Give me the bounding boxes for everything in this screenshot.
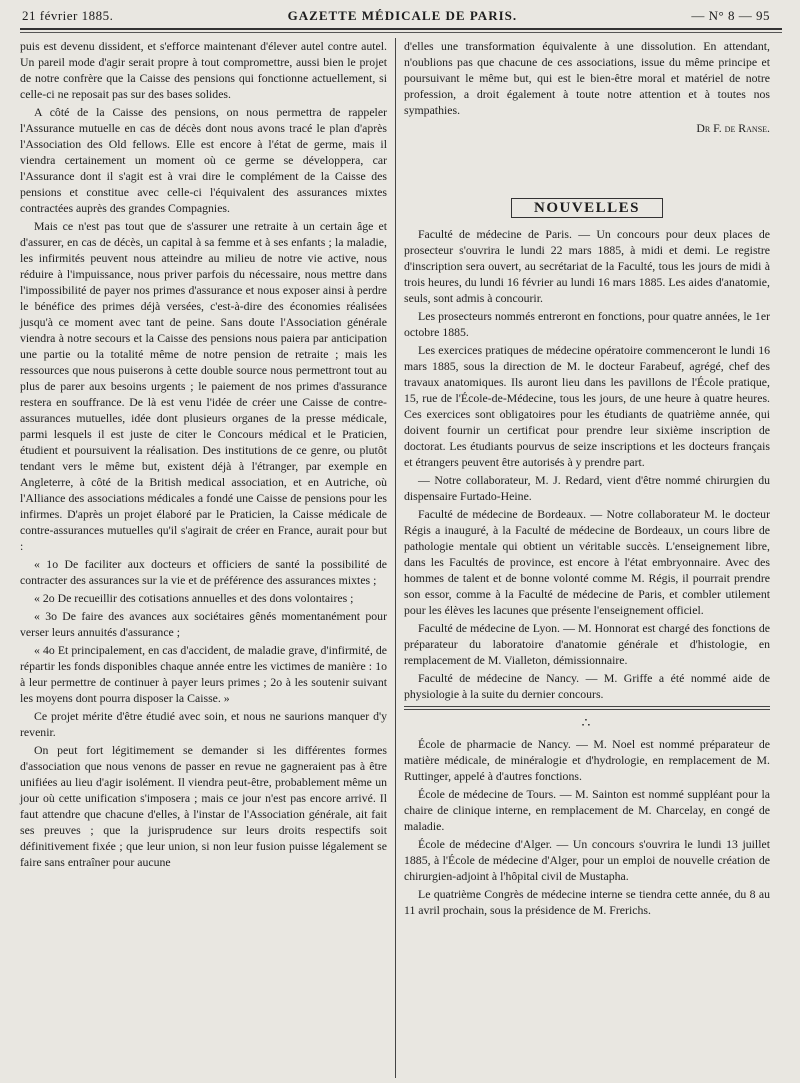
news-item: Les prosecteurs nommés entreront en fonctions, pour quatre années, le 1er octobre 1885. <box>404 309 770 339</box>
right-column <box>395 38 770 1078</box>
header-rule <box>20 28 782 33</box>
news-item: Le quatrième Congrès de médecine interne se tiendra cette année, du 8 au 11 avril prochain, sous la présidence de M. Frerichs. <box>404 887 770 917</box>
paragraph: « 2o De recueillir des cotisations annuelles et des dons volontaires ; <box>34 591 354 605</box>
section-divider <box>404 706 770 710</box>
page-header <box>22 8 770 24</box>
header-page-number: — N° 8 — 95 <box>691 8 770 23</box>
paragraph: « 3o De faire des avances aux sociétaires gênés momentanément pour verser leurs annuités d'assurance ; <box>20 609 387 639</box>
news-item: École de médecine de Tours. — M. Sainton est nommé suppléant pour la chaire de clinique interne, en remplacement de M. Charcelay, en congé de maladie. <box>404 787 770 833</box>
news-item: Faculté de médecine de Nancy. — M. Griffe a été nommé aide de physiologie à la suite du dernier concours. <box>404 671 770 701</box>
news-item: Faculté de médecine de Paris. — Un concours pour deux places de prosecteur s'ouvrira le lundi 22 mars 1885, à midi et demi. Le registre d'inscription sera ouvert, au secrétariat de la Faculté, tous les jours de midi à trois heures, du lundi 16 février au lundi 16 mars 1885. Les aides d'anatomie, seuls, sont admis à concourir. <box>404 227 770 305</box>
dots-ornament: ∴ <box>581 716 593 731</box>
paragraph: A côté de la Caisse des pensions, on nous permettra de rappeler l'Assurance mutuelle en cas de décès dont nous avons tracé le plan d'après l'Association des Old fellows. Elle est encore à l'état de germe, mais il viendra certainement un moment où ce germe se développera, car l'Assurance dont il s'agit est à vrai dire le complément de la Caisse des pensions et constitue avec celle-ci l'équivalent des assurances mixtes contractées auprès des grandes Compagnies. <box>20 105 387 215</box>
paragraph: On peut fort légitimement se demander si les différentes formes d'association que nous venons de passer en revue ne gagneraient pas à être unifiées au lieu d'agir isolément. Il viendra peut-être, probablement même un jour où cette unification s'imposera ; mais ce jour n'est pas encore arrivé. Il faut attendre que chacune d'elles, à l'instar de l'Association générale, ait fait ses preuves ; que la jurisprudence sur leurs droits respectifs soit définitivement fixée ; que leur union, si non leur fusion puisse légalement se faire sans entraîner pour aucune <box>20 743 387 869</box>
paragraph: « 4o Et principalement, en cas d'accident, de maladie grave, d'infirmité, de répartir les fonds disponibles chaque année entre les victimes de manière : 1o à leur permettre de continuer à payer leurs primes ; 2o à les soutenir suivant les moyens dont pourra disposer la Caisse. » <box>20 643 387 705</box>
news-item: Faculté de médecine de Bordeaux. — Notre collaborateur M. le docteur Régis a inauguré, à la Faculté de médecine de Bordeaux, un cours libre de pathologie mentale qui obtient un véritable succès. L'enseignement libre, dans les Facultés de province, est encore à l'état embryonnaire. Avec des hommes de talent et de bonne volonté comme M. Régis, il pourrait prendre son essor, comme à la Faculté de médecine de Paris, et combler utilement pour les élèves les lacunes que présente l'enseignement officiel. <box>404 507 770 617</box>
paragraph: Ce projet mérite d'être étudié avec soin, et nous ne saurions manquer d'y revenir. <box>20 709 387 739</box>
news-item: École de pharmacie de Nancy. — M. Noel est nommé préparateur de matière médicale, de minéralogie et d'hydrologie, en remplacement de M. Ruttinger, appelé à d'autres fonctions. <box>404 737 770 783</box>
news-item: Les exercices pratiques de médecine opératoire commenceront le lundi 16 mars 1885, sous la direction de M. le docteur Farabeuf, agrégé, chef des travaux anatomiques. Ils auront lieu dans les pavillons de l'École pratique, 15, rue de l'École-de-Médecine, tous les jours, de une heure à quatre heures. Ces exercices sont obligatoires pour les étudiants de quatrième année, qui doivent fournir un certificat pour prendre leur sixième inscription de doctorat. Les étudiants pourvus de seize inscriptions et les docteurs français et étrangers peuvent être autorisés à y prendre part. <box>404 343 770 469</box>
paragraph: « 1o De faciliter aux docteurs et officiers de santé la possibilité de contracter des assurances sur la vie et de préférence des assurances mixtes ; <box>20 557 387 587</box>
news-item: — Notre collaborateur, M. J. Redard, vient d'être nommé chirurgien du dispensaire Furtado-Heine. <box>404 473 770 503</box>
signature: Dr F. de Ranse. <box>696 121 770 135</box>
header-title: GAZETTE MÉDICALE DE PARIS. <box>287 8 518 23</box>
paragraph: puis est devenu dissident, et s'efforce maintenant d'élever autel contre autel. Un pareil mode d'agir serait propre à tout compromettre, aussi bien le projet de notre confrère que la Caisse des pensions qui fonctionne actuellement, si celle-ci ne reposait pas sur des bases solides. <box>20 39 387 101</box>
section-title: NOUVELLES <box>511 198 663 218</box>
left-column <box>20 38 395 1078</box>
paragraph: d'elles une transformation équivalente à une dissolution. En attendant, n'oublions pas que chacune de ces associations, issue du même principe et poursuivant le même but, qui est le bien-être moral et matériel de notre profession, a droit également à toute notre attention et à toutes nos sympathies. <box>404 39 770 117</box>
header-date: 21 février 1885. <box>22 8 114 23</box>
paragraph: Mais ce n'est pas tout que de s'assurer une retraite à un certain âge et d'assurer, en cas de décès, un capital à sa femme et à ses enfants ; la maladie, les infirmités peuvent nous atteindre au milieu de notre vie active, nous réduire à l'impuissance, nous priver parfois du nécessaire, nous mettre dans l'impossibilité de payer nos primes d'assurance et nous exposer ainsi à perdre le bénéfice des primes déjà versées, c'est-à-dire des économies réalisées jusqu'à ce moment avec tant de peine. Sans doute l'Association générale viendra à notre secours et la Caisse des pensions nous paiera par anticipation une partie ou la totalité même de notre pension de retraite ; mais les ressources que nous puiserons à cette double source nous permettront tout au plus de parer aux besoins urgents ; le paiement de nos primes d'assurance restera en souffrance. De là est venu l'idée de créer une Caisse de contre-assurances mutuelles, idée dont plusieurs organes de la presse médicale, parmi lesquels il est juste de citer le Concours médical et le Praticien, étudient et poursuivent la réalisation. Des institutions de ce genre, ou plutôt tendant vers le même but, existent déjà à l'étranger, par exemple en Angleterre, à côté de la British medical association, et en Autriche, où l'Alliance des associations médicales a fondé une Caisse de pensions pour les infirmes. D'après un projet élaboré par le Praticien, la Caisse médicale de contre-assurances mutuelles qu'il s'agirait de créer en France, aurait pour but : <box>20 219 387 553</box>
news-item: École de médecine d'Alger. — Un concours s'ouvrira le lundi 13 juillet 1885, à l'École de médecine d'Alger, pour un emploi de nouvelle création de chirurgien-adjoint à l'hôpital civil de Mustapha. <box>404 837 770 883</box>
news-item: Faculté de médecine de Lyon. — M. Honnorat est chargé des fonctions de préparateur du laboratoire d'anatomie générale et d'histologie, en remplacement de M. Vialleton, démissionnaire. <box>404 621 770 667</box>
columns <box>20 38 782 1078</box>
